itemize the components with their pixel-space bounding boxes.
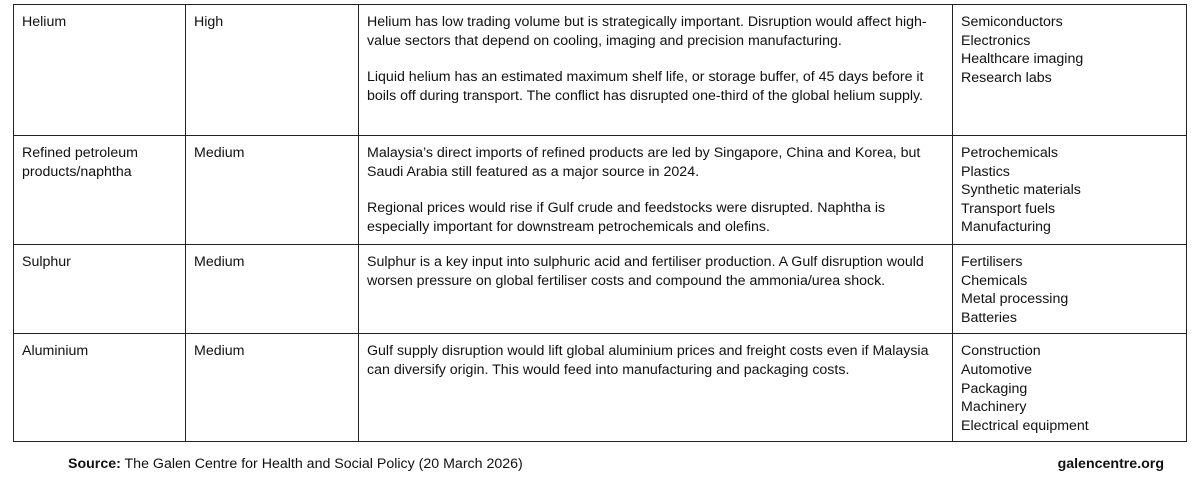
note-paragraph: Regional prices would rise if Gulf crude and feedstocks were disrupted. Naphtha is especially important for downstream petrochemicals and olefins. [367, 200, 886, 235]
risk-level-cell: Medium [186, 136, 359, 245]
source-label: Source: [68, 456, 121, 472]
sector-item: Batteries [961, 309, 1017, 326]
table-row [14, 5, 1187, 136]
note-paragraph: Gulf supply disruption would lift global aluminium prices and freight costs even if Malaysia can diversify origin. This would feed into manufacturing and packaging costs. [367, 343, 929, 378]
note-paragraph: Liquid helium has an estimated maximum shelf life, or storage buffer, of 45 days before it boils off during transport. The conflict has disrupted one-third of the global helium supply. [367, 69, 924, 104]
sector-item: Automotive [961, 361, 1032, 378]
sectors-cell [953, 5, 1187, 136]
table-row [14, 334, 1187, 442]
risk-level-cell: Medium [186, 245, 359, 334]
sector-item: Research labs [961, 69, 1052, 86]
sector-item: Fertilisers [961, 254, 1023, 270]
source-citation [68, 456, 523, 472]
note-paragraph: Helium has low trading volume but is strategically important. Disruption would affect high-value sectors that depend on cooling, imaging and precision manufacturing. [367, 14, 927, 49]
notes-cell [359, 245, 953, 334]
sectors-cell [953, 136, 1187, 245]
sector-item: Semiconductors [961, 14, 1063, 30]
sectors-cell [953, 245, 1187, 334]
risk-level-cell: Medium [186, 334, 359, 442]
source-text: The Galen Centre for Health and Social Policy (20 March 2026) [124, 456, 523, 472]
commodity-cell: Helium [14, 5, 186, 136]
notes-cell [359, 5, 953, 136]
sector-item: Transport fuels [961, 200, 1056, 217]
table-row [14, 136, 1187, 245]
sector-item: Packaging [961, 380, 1028, 397]
commodity-cell: Sulphur [14, 245, 186, 334]
note-paragraph: Sulphur is a key input into sulphuric acid and fertiliser production. A Gulf disruption would worsen pressure on global fertiliser costs and compound the ammonia/urea shock. [367, 254, 924, 289]
table-row [14, 245, 1187, 334]
sector-item: Electrical equipment [961, 417, 1089, 434]
sectors-cell [953, 334, 1187, 442]
notes-cell [359, 334, 953, 442]
website-label: galencentre.org [1057, 456, 1164, 472]
note-paragraph: Malaysia’s direct imports of refined products are led by Singapore, China and Korea, but Saudi Arabia still featured as a major source in 2024. [367, 145, 921, 180]
commodity-risk-table [13, 4, 1187, 442]
sector-item: Manufacturing [961, 219, 1051, 236]
sector-item: Plastics [961, 163, 1010, 180]
sector-item: Petrochemicals [961, 145, 1058, 161]
sector-item: Healthcare imaging [961, 51, 1084, 68]
sector-item: Chemicals [961, 272, 1028, 289]
sector-item: Electronics [961, 32, 1031, 49]
commodity-cell: Refined petroleum products/naphtha [14, 136, 186, 245]
sector-item: Machinery [961, 399, 1027, 416]
commodity-cell: Aluminium [14, 334, 186, 442]
risk-level-cell: High [186, 5, 359, 136]
sector-item: Metal processing [961, 291, 1069, 308]
notes-cell [359, 136, 953, 245]
sector-item: Construction [961, 343, 1041, 360]
sector-item: Synthetic materials [961, 182, 1081, 199]
